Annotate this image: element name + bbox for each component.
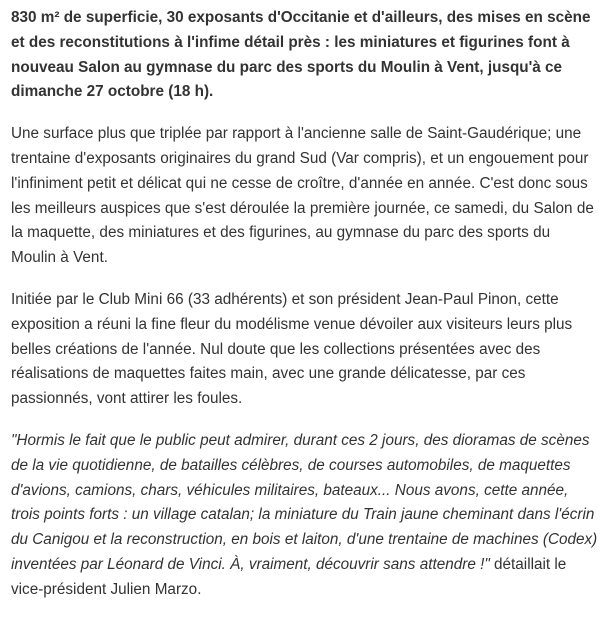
article-paragraph-1: Une surface plus que triplée par rapport à l'ancienne salle de Saint-Gaudérique; une trentaine d'exposants originaires du grand Sud (Var compris), et un engouement pour l'infiniment petit et délicat qui ne cesse de croître, d'année en année. C'est donc sous les meilleurs auspices que s'est déroulée la première journée, ce samedi, du Salon de la maquette, des miniatures et des figurines, au gymnase du parc des sports du Moulin à Vent. [11,125,594,267]
article-body [11,0,599,603]
article-paragraph-3 [11,429,599,603]
quote-text: "Hormis le fait que le public peut admirer, durant ces 2 jours, des dioramas de scènes de la vie quotidienne, de batailles célèbres, de courses automobiles, de maquettes d'avions, camions, chars, véhicules militaires, bateaux... Nous avons, cette année, trois points forts : un village catalan; la miniature du Train jaune cheminant dans l'écrin du Canigou et la reconstruction, en bois et laiton, d'une trentaine de machines (Codex) inventées par Léonard de Vinci. À, vraiment, découvrir sans attendre !" [11,431,598,573]
quote-attribution: détaillait le vice-président Julien Marzo. [11,555,567,598]
article-lead: 830 m² de superficie, 30 exposants d'Occitanie et d'ailleurs, des mises en scène et des reconstitutions à l'infime détail près : les miniatures et figurines font à nouveau Salon au gymnase du parc des sports du Moulin à Vent, jusqu'à ce dimanche 27 octobre (18 h). [11,9,591,101]
article-paragraph-2: Initiée par le Club Mini 66 (33 adhérents) et son président Jean-Paul Pinon, cette exposition a réuni la fine fleur du modélisme venue dévoiler aux visiteurs leurs plus belles créations de l'année. Nul doute que les collections présentées avec des réalisations de maquettes faites main, avec une grande délicatesse, par ces passionnés, vont attirer les foules. [11,290,573,408]
